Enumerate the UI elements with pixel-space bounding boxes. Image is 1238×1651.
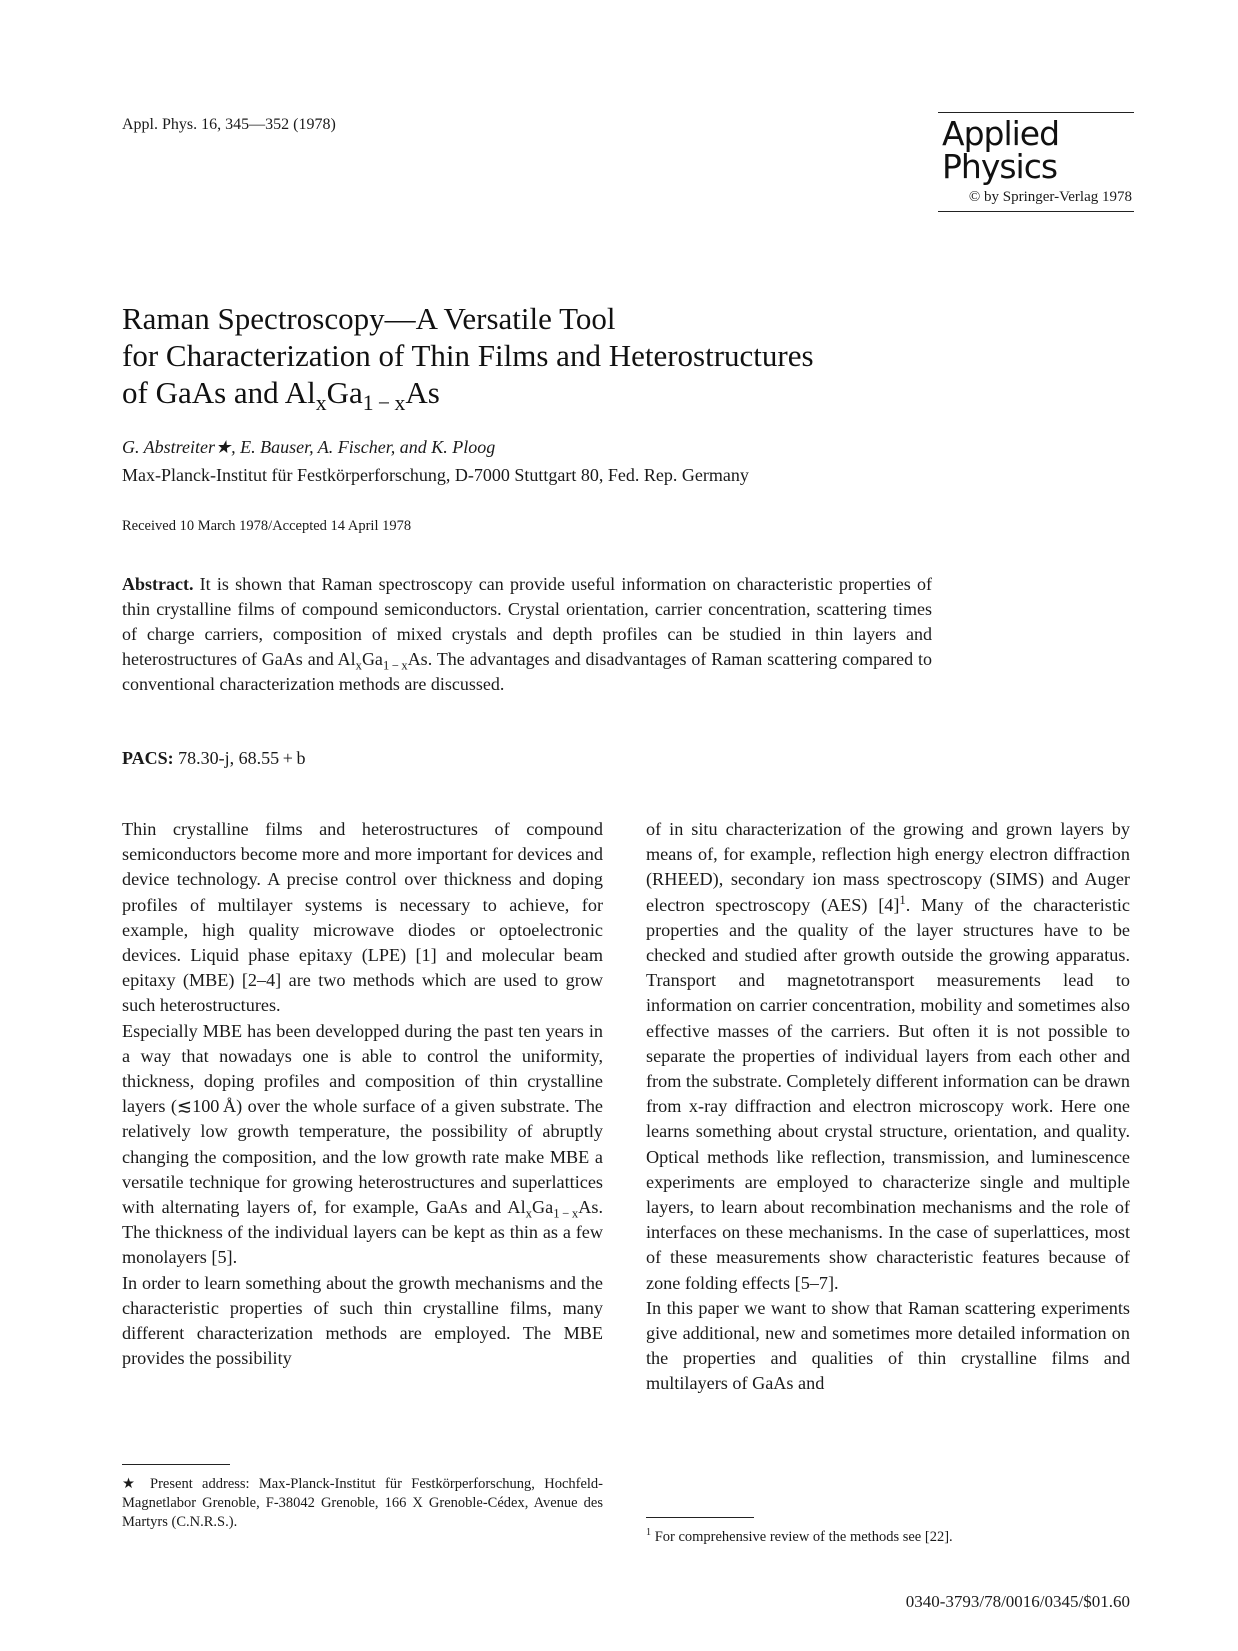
pacs bbox=[122, 748, 306, 769]
footnote-rule bbox=[122, 1464, 230, 1465]
pacs-label: PACS: bbox=[122, 748, 174, 768]
journal-logo bbox=[942, 114, 1134, 186]
journal-logo-block bbox=[938, 112, 1134, 212]
authors: G. Abstreiter★, E. Bauser, A. Fischer, and K. Ploog bbox=[122, 437, 496, 457]
title-line-3: of GaAs and $Al_xGa_{1 - x}As$ bbox=[122, 375, 440, 416]
logo-top-rule bbox=[938, 112, 1134, 113]
footnote-right bbox=[646, 1517, 1130, 1547]
journal-citation: Appl. Phys. 16, 345—352 (1978) bbox=[122, 116, 336, 133]
footnote-left bbox=[122, 1464, 603, 1532]
body-column-right bbox=[646, 817, 1130, 1397]
title-line-1: Raman Spectroscopy—A Versatile Tool bbox=[122, 301, 616, 336]
paragraph: In order to learn something about the growth mechanisms and the characteristic properties of such thin crystalline films, many different characterization methods are employed. The MBE provides the possibility bbox=[122, 1272, 603, 1369]
abstract-label: Abstract. bbox=[122, 574, 194, 594]
paragraph: Thin crystalline films and heterostructures of compound semiconductors become more and more important for devices and device technology. A precise control over thickness and doping profiles of multilayer systems is necessary to achieve, for example, high quality microwave diodes or optoelectronic devices. Liquid phase epitaxy (LPE) [1] and molecular beam epitaxy (MBE) [2–4] are two methods which are used to grow such heterostructures. bbox=[122, 819, 603, 1016]
received-dates: Received 10 March 1978/Accepted 14 April 1978 bbox=[122, 518, 412, 534]
journal-logo-line1: Applied bbox=[942, 114, 1060, 153]
affiliation: Max-Planck-Institut für Festkörperforschung, D-7000 Stuttgart 80, Fed. Rep. Germany bbox=[122, 465, 749, 485]
abstract: Abstract. It is shown that Raman spectroscopy can provide useful information on characteristic properties of thin crystalline films of compound semiconductors. Crystal orientation, carrier concentration, scattering times of charge carriers, composition of mixed crystals and depth profiles can be studied in thin layers and heterostructures of GaAs and $Al_xGa_{1 - x}As$. The advantages and disadvantages of Raman scattering compared to conventional characterization methods are discussed. bbox=[122, 574, 933, 694]
footnote-text: $^1$ For comprehensive review of the methods see [22]. bbox=[646, 1527, 953, 1545]
journal-logo-line2: Physics bbox=[942, 147, 1058, 186]
paragraph: In this paper we want to show that Raman scattering experiments give additional, new and sometimes more detailed information on the properties and qualities of thin crystalline films and multilayers of GaAs and bbox=[646, 1297, 1130, 1394]
pacs-value: 78.30-j, 68.55 + b bbox=[173, 748, 306, 768]
copyright: © by Springer-Verlag 1978 bbox=[968, 189, 1132, 205]
title-line-2: for Characterization of Thin Films and Heterostructures bbox=[122, 338, 814, 373]
logo-bottom-rule bbox=[938, 211, 1134, 212]
article-code: 0340-3793/78/0016/0345/$01.60 bbox=[905, 1592, 1130, 1611]
paragraph: of in situ characterization of the growing and grown layers by means of, for example, reflection high energy electron diffraction (RHEED), secondary ion mass spectroscopy (SIMS) and Auger electron spectroscopy (AES) $[4]^1$. Many of the characteristic properties and the quality of the layer structures have to be checked and studied after growth outside the growing apparatus. Transport and magnetotransport measurements lead to information on carrier concentration, mobility and sometimes also effective masses of the carriers. But often it is not possible to separate the properties of individual layers from each other and from the substrate. Completely different information can be drawn from x-ray diffraction and electron microscopy work. Here one learns something about crystal structure, orientation, and quality. Optical methods like reflection, transmission, and luminescence experiments are employed to characterize single and multiple layers, to learn about recombination mechanisms and the role of interfaces on these mechanisms. In the case of superlattices, most of these measurements show characteristic features because of zone folding effects [5–7]. bbox=[646, 819, 1131, 1293]
footnote-text: ★ Present address: Max-Planck-Institut für Festkörperforschung, Hochfeld-Magnetlabor Grenoble, F-38042 Grenoble, 166 X Grenoble-Cédex, Avenue des Martyrs (C.N.R.S.). bbox=[122, 1476, 603, 1530]
body-column-left bbox=[122, 817, 603, 1371]
footnote-rule bbox=[646, 1517, 754, 1518]
paragraph: Especially MBE has been developped during the past ten years in a way that nowadays one is able to control the uniformity, thickness, doping profiles and composition of thin crystalline layers (≲100 Å) over the whole surface of a given substrate. The relatively low growth temperature, the possibility of abruptly changing the composition, and the low growth rate make MBE a versatile technique for growing heterostructures and superlattices with alternating layers of, for example, GaAs and $Al_xGa_{1 - x}As$. The thickness of the individual layers can be kept as thin as a few monolayers [5]. bbox=[122, 1020, 603, 1268]
paper-title bbox=[122, 300, 962, 416]
